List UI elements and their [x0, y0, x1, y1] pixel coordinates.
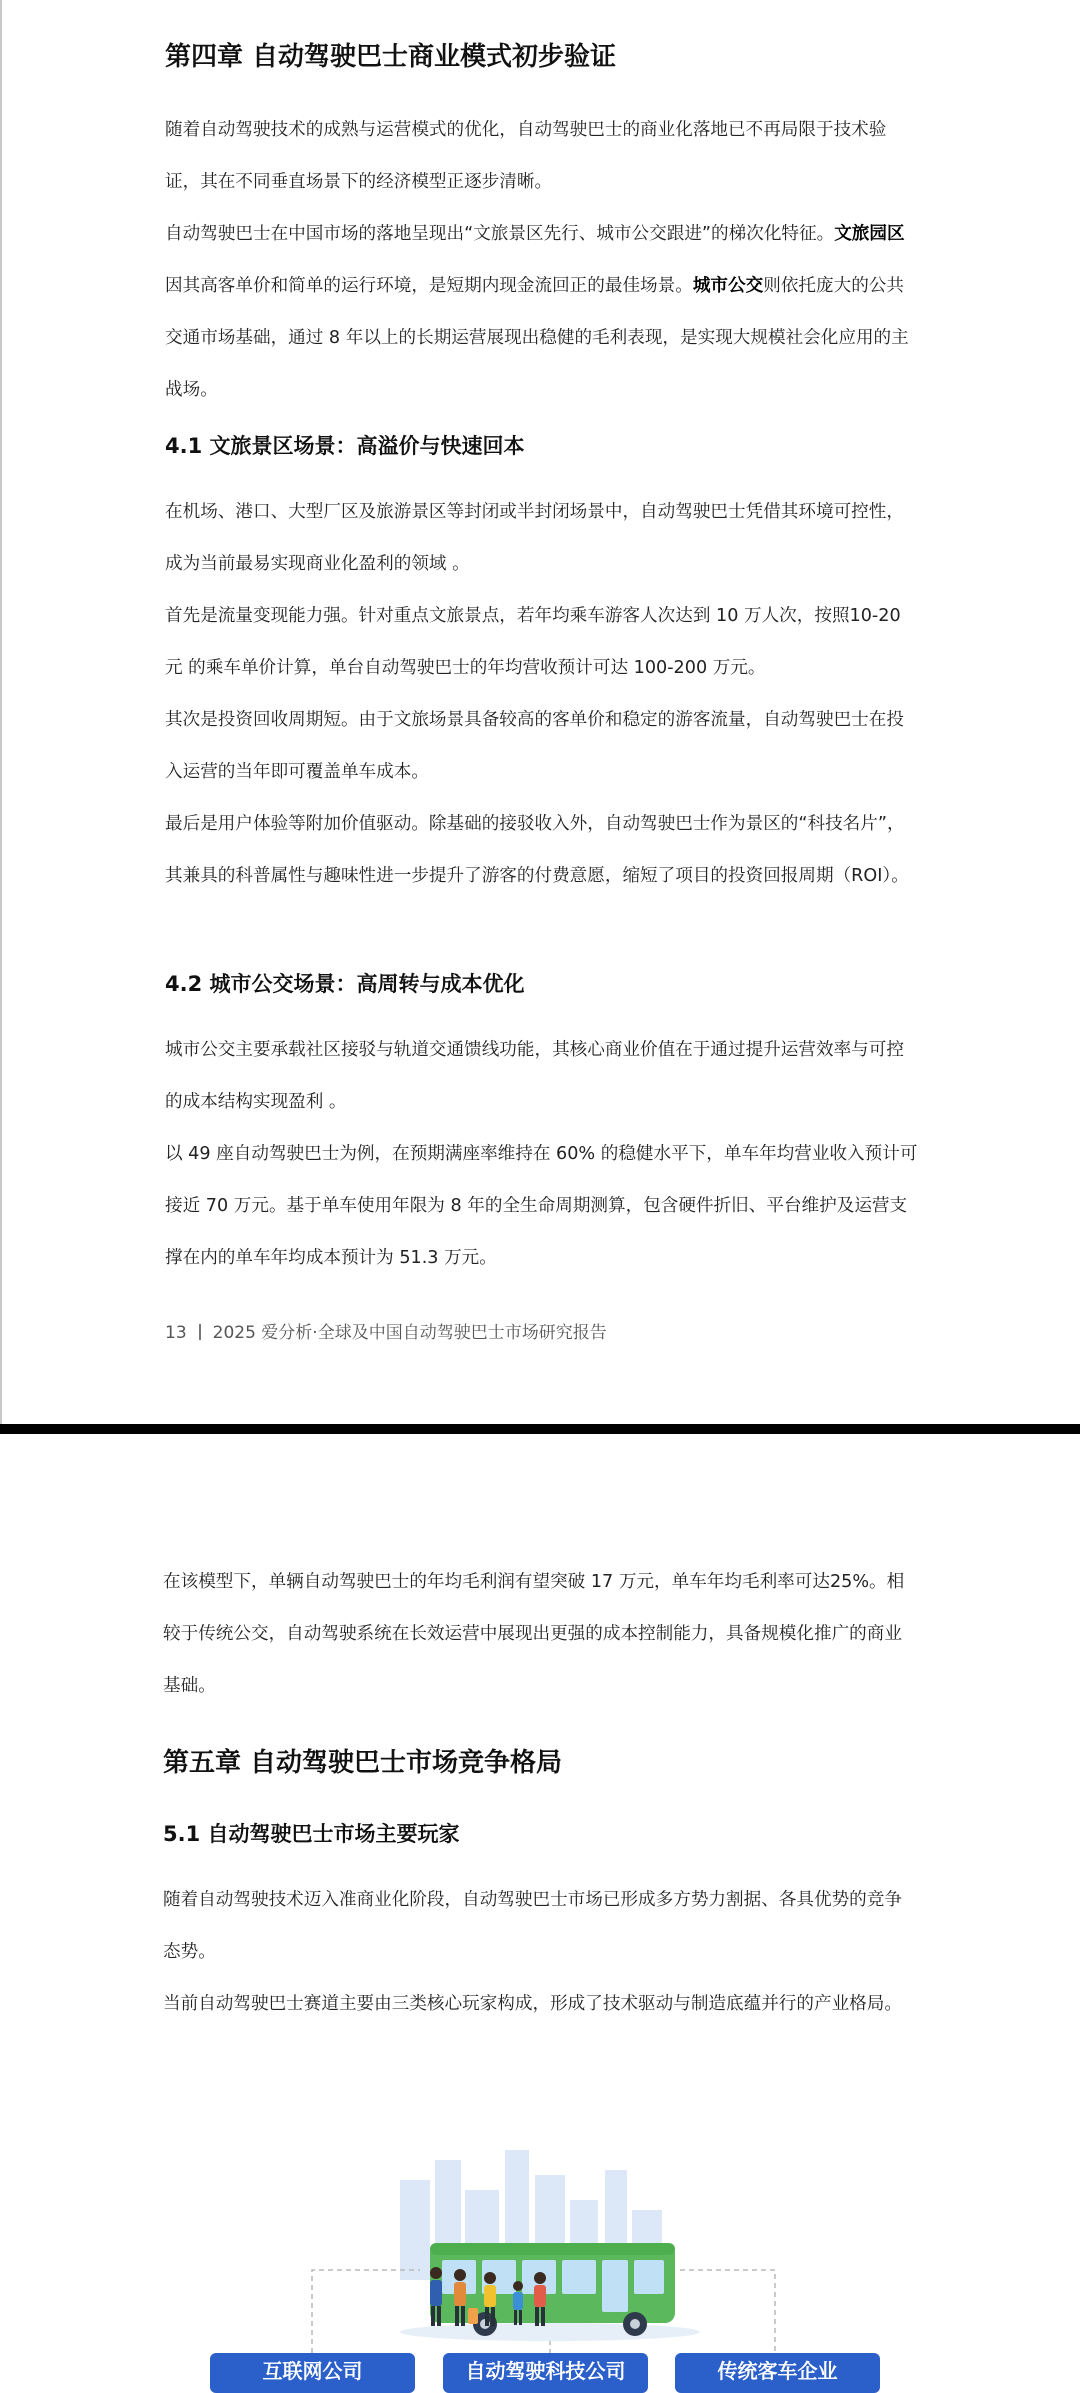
p2-bold-city-bus: 城市公交	[692, 276, 764, 296]
chapter-5-title: 第五章 自动驾驶巴士市场竞争格局	[163, 1748, 563, 1778]
paragraph-intro: 随着自动驾驶技术的成熟与运营模式的优化，自动驾驶巴士的商业化落地已不再局限于技术验证，其在不同垂直场景下的经济模型正逐步清晰。	[165, 120, 887, 192]
paragraph-three-player-types: 当前自动驾驶巴士赛道主要由三类核心玩家构成，形成了技术驱动与制造底蕴并行的产业格局。	[163, 1994, 902, 2014]
chapter-4-title: 第四章 自动驾驶巴士商业模式初步验证	[165, 42, 617, 72]
page-divider	[0, 1424, 1080, 1434]
p2-text-e: 则依托庞大的公共交通市场基础，通过 8 年以上的长期运营展现出稳健的毛利表现，是实现大规模社会化应用的主战场。	[165, 276, 909, 400]
paragraph-gross-profit: 在该模型下，单辆自动驾驶巴士的年均毛利润有望突破 17 万元，单车年均毛利率可达25%。相较于传统公交，自动驾驶系统在长效运营中展现出更强的成本控制能力，具备规模化推广的商业基础。	[163, 1572, 905, 1696]
p2-text-c: 因其高客单价和简单的运行环境，是短期内现金流回正的最佳场景。	[165, 276, 693, 296]
paragraph-city-bus-value: 城市公交主要承载社区接驳与轨道交通馈线功能，其核心商业价值在于通过提升运营效率与可控的成本结构实现盈利 。	[165, 1040, 904, 1112]
footer-page-number: 13	[165, 1323, 187, 1343]
footer-report-title: 2025 爱分析·全球及中国自动驾驶巴士市场研究报告	[212, 1323, 607, 1343]
tag-traditional-bus-makers: 传统客车企业	[675, 2353, 880, 2393]
paragraph-user-experience: 最后是用户体验等附加价值驱动。除基础的接驳收入外，自动驾驶巴士作为景区的“科技名片”，其兼具的科普属性与趣味性进一步提升了游客的付费意愿，缩短了项目的投资回报周期（ROI）。	[165, 814, 909, 886]
tag-internet-companies: 互联网公司	[210, 2353, 415, 2393]
p2-text-a: 自动驾驶巴士在中国市场的落地呈现出“文旅景区先行、城市公交跟进”的梯次化特征。	[165, 224, 835, 244]
p2-bold-cultural-park: 文旅园区	[834, 224, 905, 244]
paragraph-49-seat-example: 以 49 座自动驾驶巴士为例，在预期满座率维持在 60% 的稳健水平下，单车年均营业收入预计可接近 70 万元。基于单车使用年限为 8 年的全生命周期测算，包含硬件折旧、平台维护及运营支撑在内的单车年均成本预计为 51.3 万元。	[165, 1144, 918, 1268]
paragraph-competition: 随着自动驾驶技术迈入准商业化阶段，自动驾驶巴士市场已形成多方势力割据、各具优势的竞争态势。	[163, 1890, 902, 1962]
paragraph-market-features	[165, 208, 919, 416]
page-footer	[165, 1318, 607, 1343]
section-4-1-title: 4.1 文旅景区场景：高溢价与快速回本	[165, 434, 525, 458]
paragraph-payback-period: 其次是投资回收周期短。由于文旅场景具备较高的客单价和稳定的游客流量，自动驾驶巴士在投入运营的当年即可覆盖单车成本。	[165, 710, 904, 782]
footer-separator	[199, 1324, 201, 1340]
tag-autonomous-tech-companies: 自动驾驶科技公司	[443, 2353, 648, 2393]
bus	[430, 2243, 675, 2336]
section-4-2-title: 4.2 城市公交场景：高周转与成本优化	[165, 972, 525, 996]
city-bus-illustration	[200, 2140, 900, 2373]
players-illustration	[200, 2140, 900, 2383]
section-5-1-title: 5.1 自动驾驶巴士市场主要玩家	[163, 1822, 460, 1846]
paragraph-closed-scenes: 在机场、港口、大型厂区及旅游景区等封闭或半封闭场景中，自动驾驶巴士凭借其环境可控性，成为当前最易实现商业化盈利的领域 。	[165, 502, 904, 574]
paragraph-traffic-monetization: 首先是流量变现能力强。针对重点文旅景点，若年均乘车游客人次达到 10 万人次，按照10-20 元 的乘车单价计算，单台自动驾驶巴士的年均营收预计可达 100-200 万元。	[165, 606, 901, 678]
